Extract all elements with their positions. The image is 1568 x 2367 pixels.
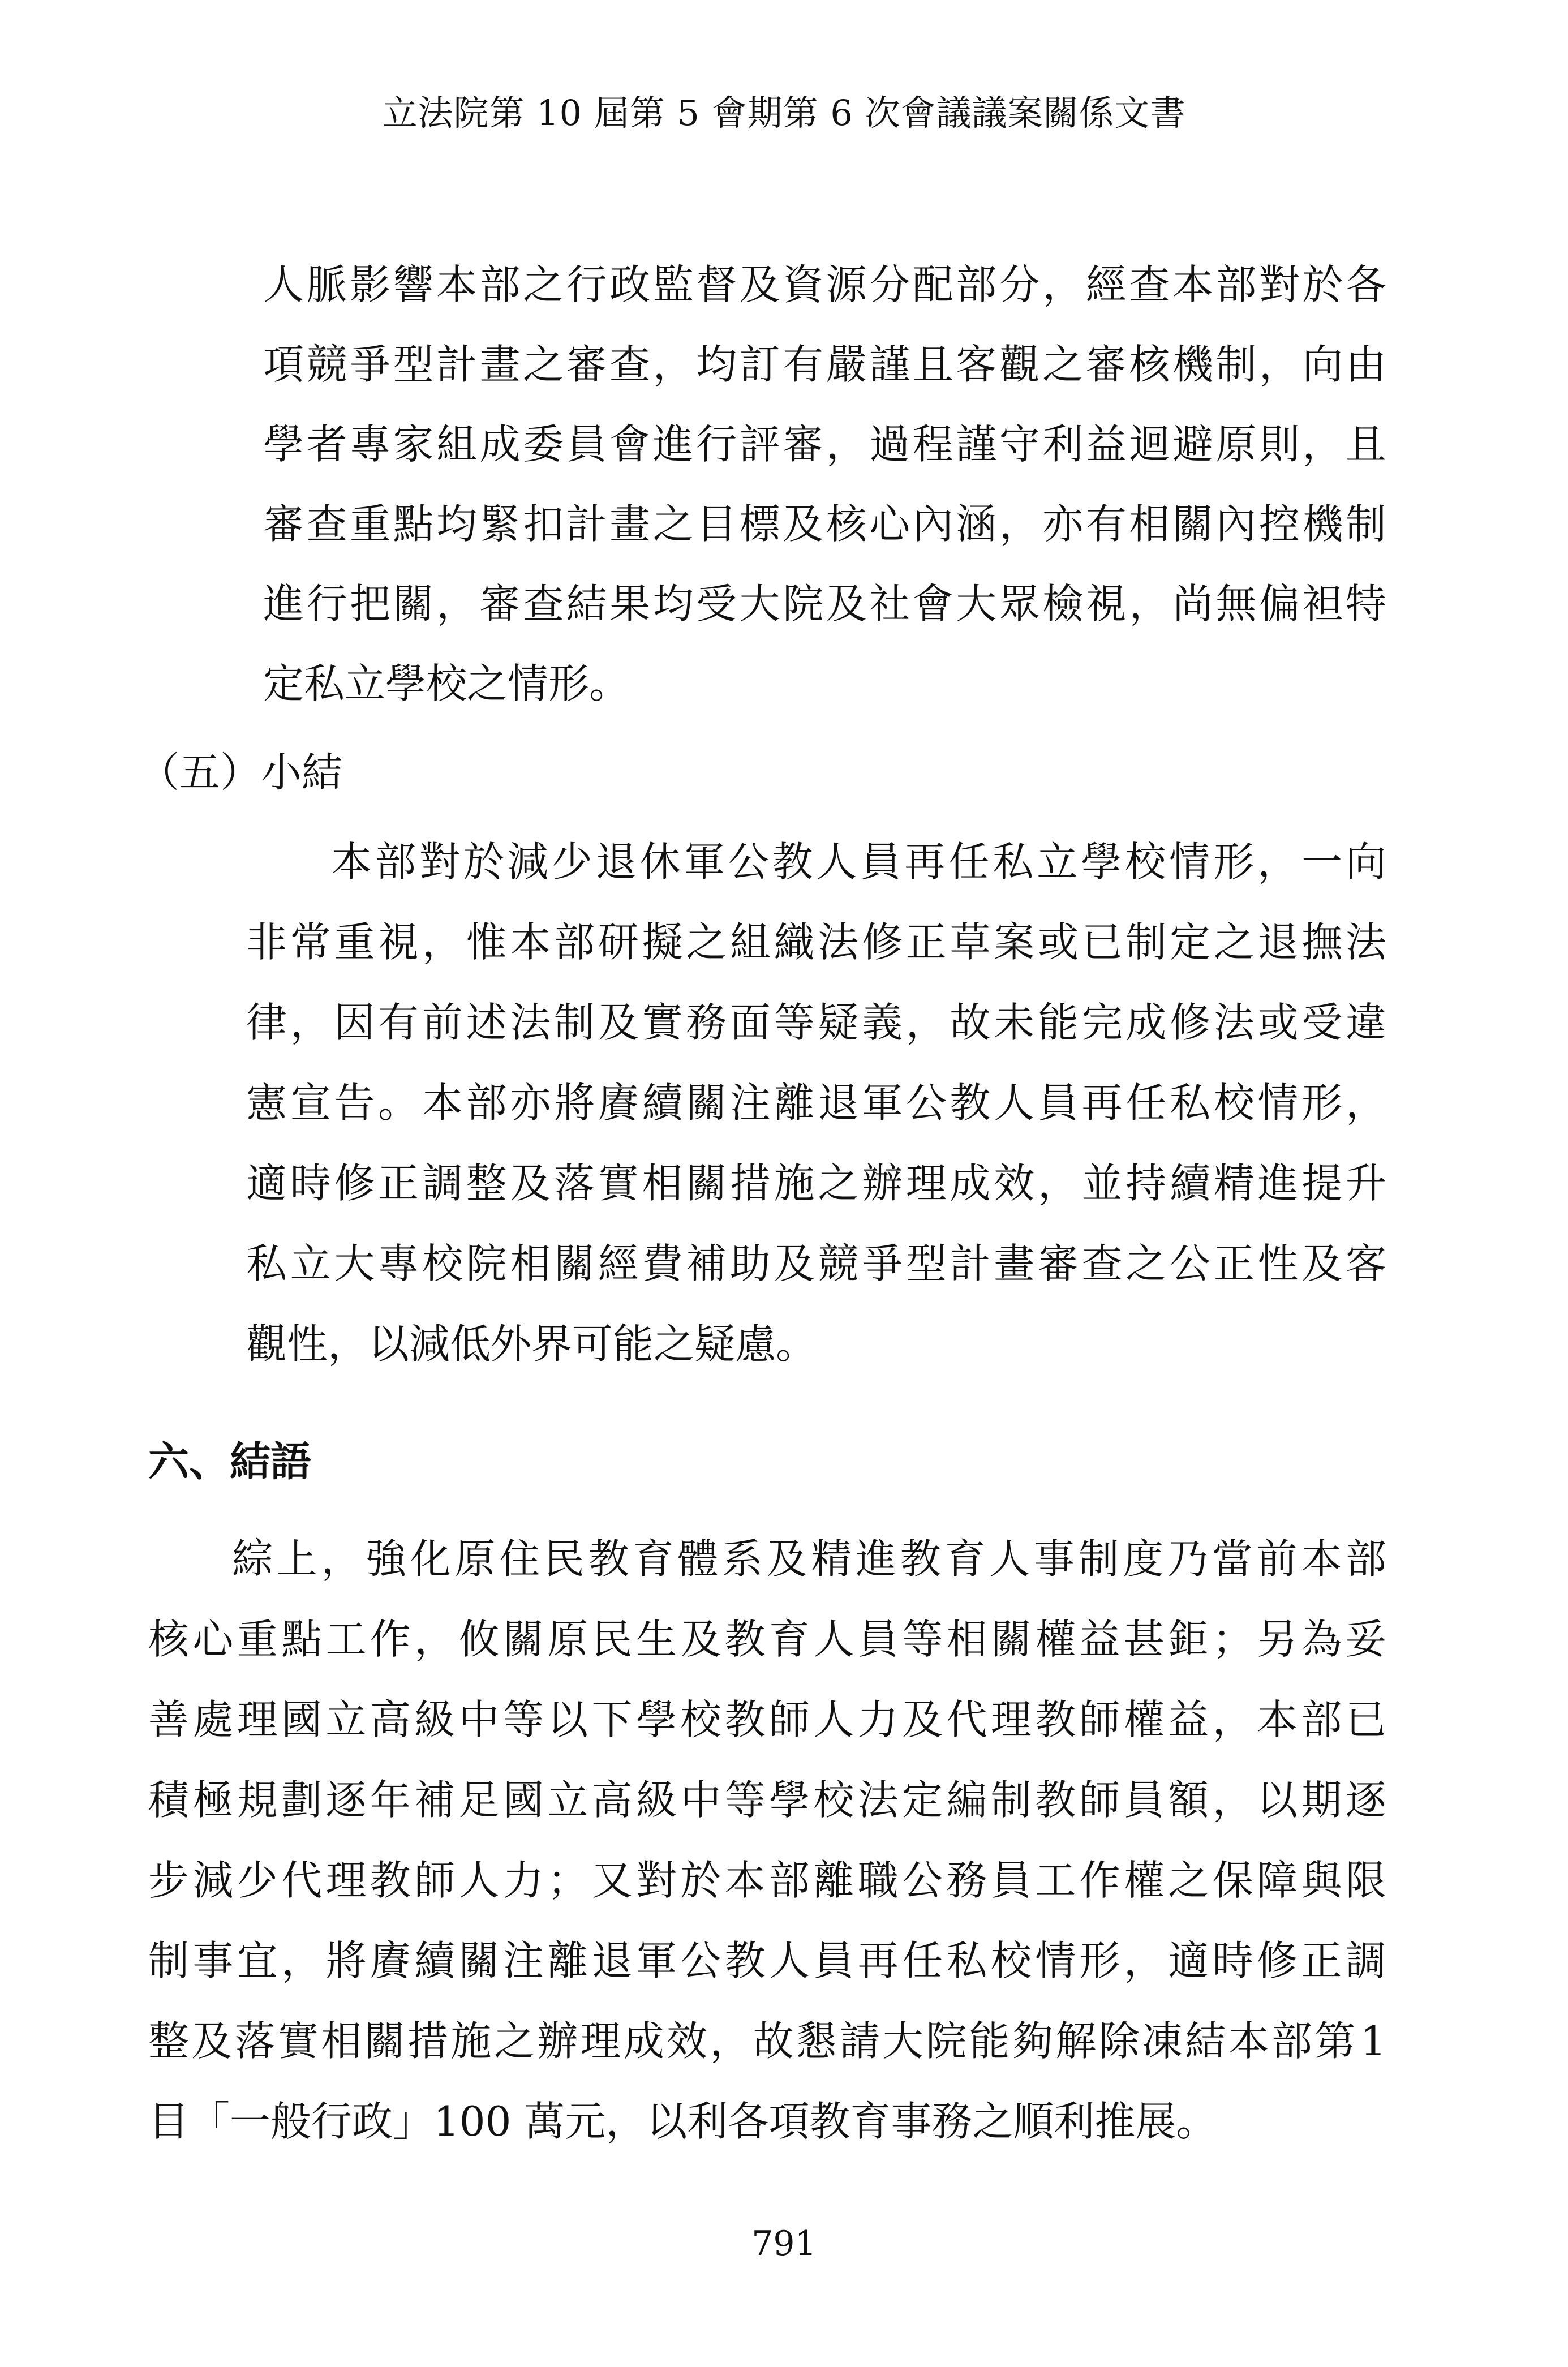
section-heading: （五）小結 <box>139 749 343 796</box>
paragraph-line: 整 及 落 實 相 關 措 施 之 辦 理 成 效 ， 故 懇 請 大 院 能 夠 解 除 凍 結 本 部 第 1 <box>148 2017 1386 2065</box>
paragraph-line: 目「一般行政」100 萬元，以利各項教育事務之順利推展。 <box>148 2098 1217 2145</box>
paragraph-line: 本 部 對 於 減 少 退 休 軍 公 教 人 員 再 任 私 立 學 校 情 形 ， 一 向 <box>331 838 1386 886</box>
paragraph-line: 憲 宣 告 。 本 部 亦 將 賡 續 關 注 離 退 軍 公 教 人 員 再 任 私 校 情 形 ， <box>246 1079 1386 1127</box>
paragraph-line: 項 競 爭 型 計 畫 之 審 查 ， 均 訂 有 嚴 謹 且 客 觀 之 審 核 機 制 ， 向 由 <box>263 341 1386 388</box>
paragraph-line: 定私立學校之情形。 <box>263 660 630 707</box>
section-heading: 六、結語 <box>148 1437 312 1485</box>
paragraph-line: 步 減 少 代 理 教 師 人 力 ； 又 對 於 本 部 離 職 公 務 員 工 作 權 之 保 障 與 限 <box>148 1857 1386 1904</box>
document-header: 立法院第 10 屆第 5 會期第 6 次會議議案關係文書 <box>382 92 1186 134</box>
paragraph-line: 綜 上 ， 強 化 原 住 民 教 育 體 系 及 精 進 教 育 人 事 制 度 乃 當 前 本 部 <box>232 1535 1386 1583</box>
paragraph-line: 審 查 重 點 均 緊 扣 計 畫 之 目 標 及 核 心 內 涵 ， 亦 有 相 關 內 控 機 制 <box>263 500 1386 548</box>
paragraph-line: 進 行 把 關 ， 審 查 結 果 均 受 大 院 及 社 會 大 眾 檢 視 ， 尚 無 偏 袒 特 <box>263 580 1386 628</box>
paragraph-line: 適 時 修 正 調 整 及 落 實 相 關 措 施 之 辦 理 成 效 ， 並 持 續 精 進 提 升 <box>246 1159 1386 1207</box>
paragraph-line: 核 心 重 點 工 作 ， 攸 關 原 民 生 及 教 育 人 員 等 相 關 權 益 甚 鉅 ； 另 為 妥 <box>148 1616 1386 1663</box>
paragraph-line: 觀性，以減低外界可能之疑慮。 <box>246 1320 817 1368</box>
paragraph-line: 非 常 重 視 ， 惟 本 部 研 擬 之 組 織 法 修 正 草 案 或 已 制 定 之 退 撫 法 <box>246 918 1386 966</box>
paragraph-line: 制 事 宜 ， 將 賡 續 關 注 離 退 軍 公 教 人 員 再 任 私 校 情 形 ， 適 時 修 正 調 <box>148 1937 1386 1984</box>
page-number: 791 <box>751 2224 817 2263</box>
paragraph-line: 私 立 大 專 校 院 相 關 經 費 補 助 及 競 爭 型 計 畫 審 查 之 公 正 性 及 客 <box>246 1240 1386 1287</box>
paragraph-line: 善 處 理 國 立 高 級 中 等 以 下 學 校 教 師 人 力 及 代 理 教 師 權 益 ， 本 部 已 <box>148 1696 1386 1743</box>
paragraph-line: 律 ， 因 有 前 述 法 制 及 實 務 面 等 疑 義 ， 故 未 能 完 成 修 法 或 受 違 <box>246 999 1386 1046</box>
paragraph-line: 人 脈 影 響 本 部 之 行 政 監 督 及 資 源 分 配 部 分 ， 經 查 本 部 對 於 各 <box>263 261 1386 308</box>
paragraph-line: 積 極 規 劃 逐 年 補 足 國 立 高 級 中 等 學 校 法 定 編 制 教 師 員 額 ， 以 期 逐 <box>148 1776 1386 1824</box>
paragraph-line: 學 者 專 家 組 成 委 員 會 進 行 評 審 ， 過 程 謹 守 利 益 迴 避 原 則 ， 且 <box>263 420 1386 468</box>
